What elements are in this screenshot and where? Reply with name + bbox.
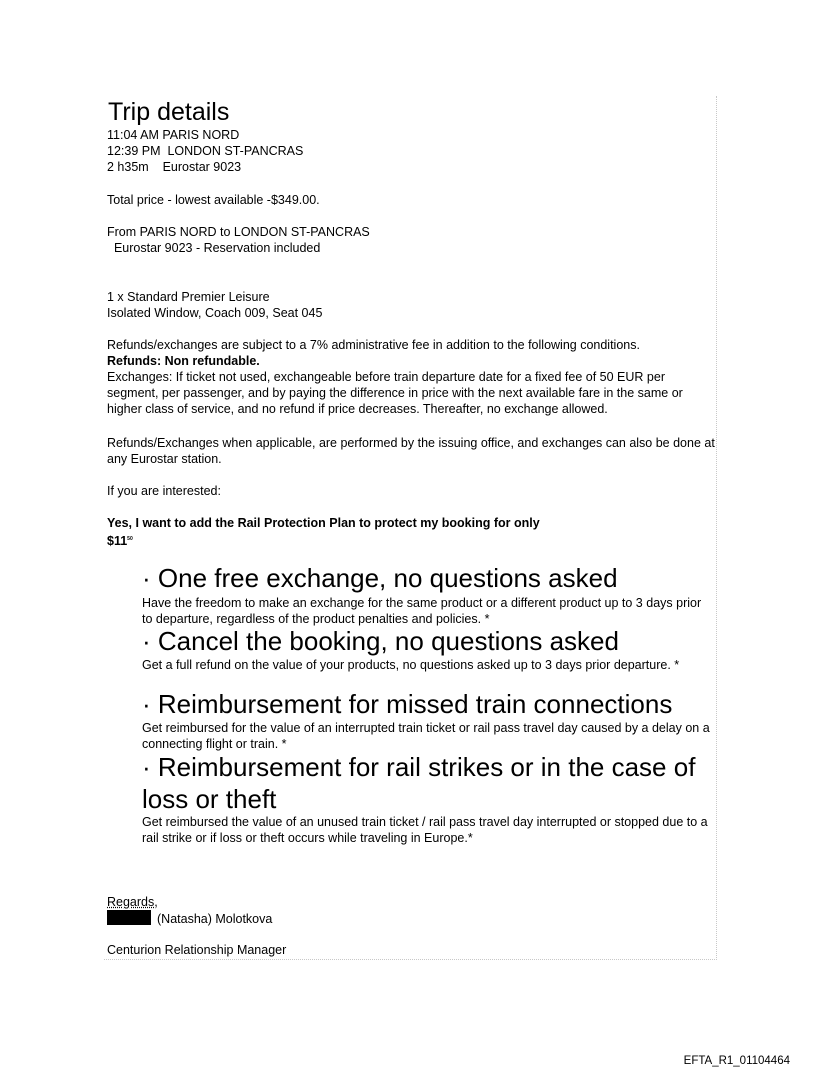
- redaction-block: [107, 910, 151, 925]
- signature-name: (Natasha) Molotkova: [157, 912, 273, 926]
- price-cents: 50: [127, 536, 133, 542]
- protection-plan-price: [107, 531, 133, 549]
- interest-line: If you are interested:: [107, 484, 221, 498]
- benefit-desc-missed-connections: Get reimbursed for the value of an interrupted train ticket or rail pass travel day caused by a delay on a connecting flight or train. *: [142, 721, 710, 751]
- benefit-desc-strikes-loss: Get reimbursed the value of an unused train ticket / rail pass travel day interrupted or stopped due to a rail strike or if loss or theft occurs while traveling in Europe.*: [142, 815, 708, 845]
- seat-line: Isolated Window, Coach 009, Seat 045: [107, 306, 323, 320]
- ticket-line: 1 x Standard Premier Leisure: [107, 290, 270, 304]
- route-line: From PARIS NORD to LONDON ST-PANCRAS: [107, 225, 370, 239]
- issuing-office-paragraph: Refunds/Exchanges when applicable, are performed by the issuing office, and exchanges can also be done at any Eurostar station.: [107, 436, 715, 466]
- benefit-title-missed-connections: · Reimbursement for missed train connections: [142, 689, 673, 719]
- signature-name-line: [107, 910, 272, 927]
- benefit-title-cancel: · Cancel the booking, no questions asked: [142, 626, 619, 656]
- document-id: EFTA_R1_01104464: [683, 1055, 790, 1067]
- price-dollars: $11: [107, 534, 128, 549]
- fee-conditions-line: Refunds/exchanges are subject to a 7% administrative fee in addition to the following conditions.: [107, 338, 640, 352]
- benefit-title-exchange: · One free exchange, no questions asked: [142, 563, 618, 593]
- refunds-line: Refunds: Non refundable.: [107, 354, 260, 368]
- protection-plan-line: Yes, I want to add the Rail Protection Plan to protect my booking for only: [107, 516, 540, 530]
- benefit-title-strikes-loss: · Reimbursement for rail strikes or in the case of loss or theft: [142, 752, 696, 814]
- departure-line: 11:04 AM PARIS NORD: [107, 128, 240, 142]
- duration-line: 2 h35m Eurostar 9023: [107, 160, 242, 174]
- train-line: Eurostar 9023 - Reservation included: [107, 241, 321, 255]
- benefit-desc-exchange: Have the freedom to make an exchange for the same product or a different product up to 3 days prior to departure, regardless of the product penalties and policies. *: [142, 596, 702, 626]
- benefit-desc-cancel: Get a full refund on the value of your products, no questions asked up to 3 days prior departure. *: [142, 658, 680, 672]
- exchanges-paragraph: Exchanges: If ticket not used, exchangeable before train departure date for a fixed fee of 50 EUR per segment, per passenger, and by paying the difference in price with the next available fare in the same or higher class of service, and no refund if price decreases. Thereafter, no exchange allowed.: [107, 370, 683, 416]
- signature-role: Centurion Relationship Manager: [107, 943, 287, 957]
- trip-details-heading: Trip details: [108, 98, 230, 126]
- arrival-line: 12:39 PM LONDON ST-PANCRAS: [107, 144, 304, 158]
- total-price-line: Total price - lowest available -$349.00.: [107, 193, 320, 207]
- signature-closing: Regards,: [107, 895, 158, 909]
